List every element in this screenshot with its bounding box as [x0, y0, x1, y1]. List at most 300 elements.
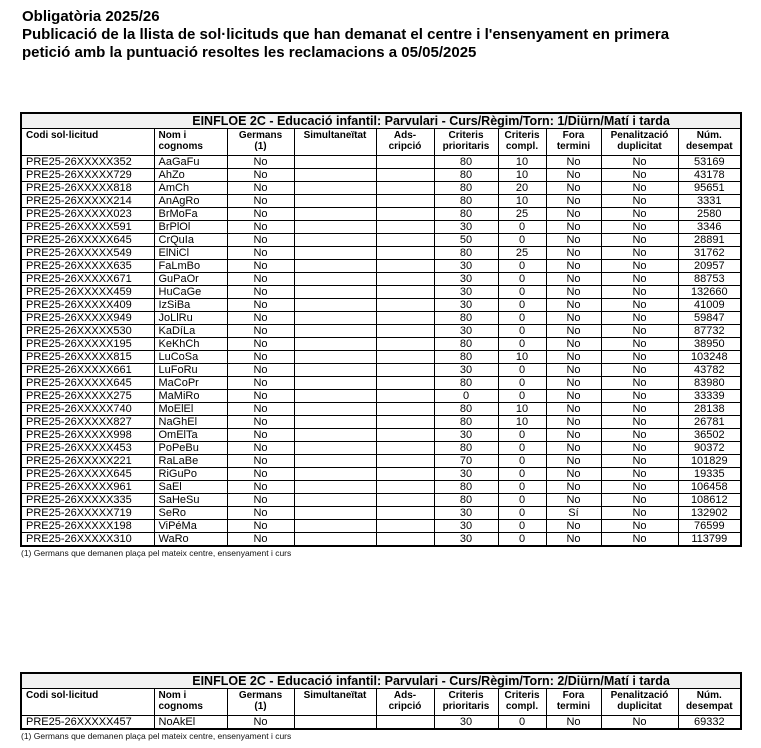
cell-criteris-compl: 0: [498, 494, 546, 507]
cell-criteris-prioritaris: 30: [434, 364, 498, 377]
cell-germans: No: [227, 182, 294, 195]
table-row: [21, 156, 741, 169]
cell-codi: PRE25-26XXXXX275: [21, 390, 154, 403]
table-row: [21, 182, 741, 195]
cell-desempat: 28138: [678, 403, 741, 416]
cell-simultaneitat: [294, 533, 376, 547]
cell-penalitzacio: No: [601, 716, 678, 730]
table-row: [21, 716, 741, 730]
cell-criteris-prioritaris: 30: [434, 325, 498, 338]
cell-codi: PRE25-26XXXXX352: [21, 156, 154, 169]
cell-desempat: 103248: [678, 351, 741, 364]
cell-desempat: 108612: [678, 494, 741, 507]
cell-nom: GuPaOr: [154, 273, 227, 286]
cell-germans: No: [227, 481, 294, 494]
cell-criteris-compl: 0: [498, 377, 546, 390]
cell-criteris-compl: 0: [498, 234, 546, 247]
table-row: [21, 338, 741, 351]
cell-adscripcio: [376, 234, 434, 247]
cell-codi: PRE25-26XXXXX645: [21, 468, 154, 481]
cell-nom: ViPéMa: [154, 520, 227, 533]
col-header-desempat: Núm. desempat: [678, 689, 741, 716]
col-header-nom: Nom i cognoms: [154, 129, 227, 156]
cell-desempat: 31762: [678, 247, 741, 260]
table-row: [21, 169, 741, 182]
cell-penalitzacio: No: [601, 468, 678, 481]
cell-criteris-compl: 10: [498, 416, 546, 429]
cell-penalitzacio: No: [601, 364, 678, 377]
cell-criteris-prioritaris: 80: [434, 403, 498, 416]
cell-penalitzacio: No: [601, 156, 678, 169]
cell-simultaneitat: [294, 299, 376, 312]
table-row: [21, 312, 741, 325]
cell-germans: No: [227, 390, 294, 403]
cell-criteris-prioritaris: 30: [434, 273, 498, 286]
table-row: [21, 455, 741, 468]
cell-criteris-compl: 0: [498, 338, 546, 351]
cell-germans: No: [227, 299, 294, 312]
cell-penalitzacio: No: [601, 273, 678, 286]
cell-germans: No: [227, 351, 294, 364]
cell-germans: No: [227, 533, 294, 547]
cell-fora-termini: No: [546, 312, 601, 325]
table-row: [21, 260, 741, 273]
cell-adscripcio: [376, 351, 434, 364]
cell-germans: No: [227, 429, 294, 442]
col-header-fora-termini: Fora termini: [546, 689, 601, 716]
cell-germans: No: [227, 494, 294, 507]
cell-desempat: 95651: [678, 182, 741, 195]
cell-simultaneitat: [294, 364, 376, 377]
cell-criteris-prioritaris: 80: [434, 182, 498, 195]
cell-criteris-prioritaris: 30: [434, 286, 498, 299]
cell-penalitzacio: No: [601, 195, 678, 208]
cell-germans: No: [227, 156, 294, 169]
table-row: [21, 208, 741, 221]
col-header-desempat: Núm. desempat: [678, 129, 741, 156]
cell-codi: PRE25-26XXXXX671: [21, 273, 154, 286]
cell-penalitzacio: No: [601, 429, 678, 442]
cell-germans: No: [227, 260, 294, 273]
cell-adscripcio: [376, 273, 434, 286]
cell-adscripcio: [376, 195, 434, 208]
cell-criteris-compl: 0: [498, 481, 546, 494]
cell-germans: No: [227, 416, 294, 429]
cell-desempat: 106458: [678, 481, 741, 494]
cell-adscripcio: [376, 182, 434, 195]
cell-desempat: 88753: [678, 273, 741, 286]
cell-nom: KeKhCh: [154, 338, 227, 351]
cell-criteris-compl: 10: [498, 195, 546, 208]
cell-criteris-compl: 25: [498, 247, 546, 260]
cell-simultaneitat: [294, 286, 376, 299]
cell-criteris-compl: 10: [498, 351, 546, 364]
cell-criteris-compl: 0: [498, 716, 546, 730]
cell-penalitzacio: No: [601, 455, 678, 468]
cell-desempat: 132660: [678, 286, 741, 299]
cell-codi: PRE25-26XXXXX023: [21, 208, 154, 221]
cell-simultaneitat: [294, 247, 376, 260]
cell-codi: PRE25-26XXXXX645: [21, 377, 154, 390]
cell-fora-termini: No: [546, 273, 601, 286]
cell-germans: No: [227, 273, 294, 286]
cell-codi: PRE25-26XXXXX214: [21, 195, 154, 208]
cell-simultaneitat: [294, 507, 376, 520]
cell-germans: No: [227, 455, 294, 468]
cell-desempat: 132902: [678, 507, 741, 520]
cell-nom: JoLlRu: [154, 312, 227, 325]
cell-desempat: 43782: [678, 364, 741, 377]
heading-year: Obligatòria 2025/26: [22, 8, 160, 25]
cell-criteris-compl: 10: [498, 403, 546, 416]
cell-adscripcio: [376, 364, 434, 377]
cell-adscripcio: [376, 429, 434, 442]
cell-nom: CrQuIa: [154, 234, 227, 247]
table-row: [21, 494, 741, 507]
cell-penalitzacio: No: [601, 208, 678, 221]
cell-desempat: 43178: [678, 169, 741, 182]
cell-fora-termini: No: [546, 455, 601, 468]
cell-codi: PRE25-26XXXXX740: [21, 403, 154, 416]
cell-fora-termini: No: [546, 299, 601, 312]
cell-nom: RaLaBe: [154, 455, 227, 468]
cell-criteris-prioritaris: 80: [434, 351, 498, 364]
cell-simultaneitat: [294, 273, 376, 286]
cell-simultaneitat: [294, 234, 376, 247]
cell-criteris-compl: 0: [498, 273, 546, 286]
cell-criteris-compl: 0: [498, 364, 546, 377]
cell-germans: No: [227, 221, 294, 234]
cell-germans: No: [227, 507, 294, 520]
cell-penalitzacio: No: [601, 442, 678, 455]
cell-adscripcio: [376, 494, 434, 507]
cell-codi: PRE25-26XXXXX998: [21, 429, 154, 442]
cell-nom: ElNiCl: [154, 247, 227, 260]
cell-simultaneitat: [294, 520, 376, 533]
col-header-simultaneitat: Simultaneïtat: [294, 689, 376, 716]
cell-fora-termini: No: [546, 208, 601, 221]
cell-desempat: 87732: [678, 325, 741, 338]
cell-criteris-prioritaris: 80: [434, 169, 498, 182]
table-row: [21, 442, 741, 455]
cell-criteris-prioritaris: 80: [434, 156, 498, 169]
cell-simultaneitat: [294, 351, 376, 364]
cell-criteris-compl: 0: [498, 325, 546, 338]
cell-criteris-compl: 0: [498, 260, 546, 273]
cell-adscripcio: [376, 169, 434, 182]
cell-simultaneitat: [294, 338, 376, 351]
col-header-adscripcio: Ads- cripció: [376, 689, 434, 716]
cell-simultaneitat: [294, 260, 376, 273]
cell-criteris-prioritaris: 80: [434, 416, 498, 429]
cell-desempat: 69332: [678, 716, 741, 730]
cell-germans: No: [227, 520, 294, 533]
cell-penalitzacio: No: [601, 494, 678, 507]
cell-adscripcio: [376, 156, 434, 169]
cell-nom: FaLmBo: [154, 260, 227, 273]
cell-simultaneitat: [294, 325, 376, 338]
footnote: (1) Germans que demanen plaça pel mateix centre, ensenyament i curs: [21, 731, 292, 741]
cell-germans: No: [227, 716, 294, 730]
cell-germans: No: [227, 286, 294, 299]
cell-criteris-prioritaris: 0: [434, 390, 498, 403]
cell-fora-termini: No: [546, 533, 601, 547]
cell-penalitzacio: No: [601, 221, 678, 234]
cell-nom: LuCoSa: [154, 351, 227, 364]
col-header-penalitzacio: Penalització duplicitat: [601, 129, 678, 156]
cell-simultaneitat: [294, 195, 376, 208]
table-row: [21, 507, 741, 520]
cell-fora-termini: No: [546, 325, 601, 338]
cell-nom: SaEl: [154, 481, 227, 494]
cell-adscripcio: [376, 416, 434, 429]
cell-codi: PRE25-26XXXXX949: [21, 312, 154, 325]
cell-adscripcio: [376, 325, 434, 338]
cell-fora-termini: No: [546, 247, 601, 260]
cell-penalitzacio: No: [601, 481, 678, 494]
cell-adscripcio: [376, 247, 434, 260]
cell-desempat: 113799: [678, 533, 741, 547]
table-row: [21, 325, 741, 338]
cell-simultaneitat: [294, 429, 376, 442]
cell-simultaneitat: [294, 442, 376, 455]
cell-codi: PRE25-26XXXXX457: [21, 716, 154, 730]
cell-penalitzacio: No: [601, 533, 678, 547]
table-row: [21, 403, 741, 416]
table-course-2: [20, 672, 740, 741]
table-row: [21, 221, 741, 234]
cell-nom: AaGaFu: [154, 156, 227, 169]
cell-codi: PRE25-26XXXXX453: [21, 442, 154, 455]
cell-criteris-compl: 0: [498, 221, 546, 234]
cell-desempat: 59847: [678, 312, 741, 325]
cell-fora-termini: No: [546, 429, 601, 442]
cell-criteris-prioritaris: 80: [434, 195, 498, 208]
col-header-fora-termini: Fora termini: [546, 129, 601, 156]
cell-nom: NoAkEl: [154, 716, 227, 730]
table-row: [21, 247, 741, 260]
results-table: [20, 672, 742, 730]
cell-germans: No: [227, 208, 294, 221]
cell-codi: PRE25-26XXXXX549: [21, 247, 154, 260]
cell-simultaneitat: [294, 455, 376, 468]
cell-simultaneitat: [294, 416, 376, 429]
cell-nom: HuCaGe: [154, 286, 227, 299]
footnote: (1) Germans que demanen plaça pel mateix centre, ensenyament i curs: [21, 548, 292, 558]
col-header-criteris-compl: Criteris compl.: [498, 689, 546, 716]
cell-simultaneitat: [294, 377, 376, 390]
cell-fora-termini: No: [546, 169, 601, 182]
table-row: [21, 520, 741, 533]
cell-criteris-prioritaris: 80: [434, 377, 498, 390]
cell-penalitzacio: No: [601, 312, 678, 325]
cell-criteris-prioritaris: 30: [434, 260, 498, 273]
cell-desempat: 19335: [678, 468, 741, 481]
cell-germans: No: [227, 377, 294, 390]
table-row: [21, 195, 741, 208]
cell-simultaneitat: [294, 468, 376, 481]
cell-desempat: 53169: [678, 156, 741, 169]
col-header-criteris-compl: Criteris compl.: [498, 129, 546, 156]
cell-criteris-compl: 0: [498, 533, 546, 547]
table-row: [21, 390, 741, 403]
heading-description-line1: Publicació de la llista de sol·licituds que han demanat el centre i l'ensenyament en primera: [22, 26, 670, 43]
cell-desempat: 20957: [678, 260, 741, 273]
cell-adscripcio: [376, 286, 434, 299]
cell-codi: PRE25-26XXXXX459: [21, 286, 154, 299]
cell-adscripcio: [376, 260, 434, 273]
cell-adscripcio: [376, 716, 434, 730]
cell-simultaneitat: [294, 169, 376, 182]
cell-criteris-compl: 0: [498, 468, 546, 481]
col-header-criteris-prioritaris: Criteris prioritaris: [434, 689, 498, 716]
cell-criteris-prioritaris: 30: [434, 716, 498, 730]
cell-simultaneitat: [294, 716, 376, 730]
table-row: [21, 351, 741, 364]
cell-criteris-compl: 0: [498, 390, 546, 403]
cell-nom: BrPlOl: [154, 221, 227, 234]
cell-fora-termini: No: [546, 377, 601, 390]
cell-desempat: 38950: [678, 338, 741, 351]
col-header-nom: Nom i cognoms: [154, 689, 227, 716]
cell-criteris-compl: 25: [498, 208, 546, 221]
cell-simultaneitat: [294, 403, 376, 416]
cell-criteris-compl: 0: [498, 286, 546, 299]
cell-penalitzacio: No: [601, 403, 678, 416]
table-row: [21, 364, 741, 377]
cell-germans: No: [227, 247, 294, 260]
table-row: [21, 416, 741, 429]
cell-criteris-compl: 0: [498, 507, 546, 520]
cell-codi: PRE25-26XXXXX310: [21, 533, 154, 547]
table-row: [21, 468, 741, 481]
cell-criteris-compl: 0: [498, 442, 546, 455]
cell-criteris-compl: 0: [498, 455, 546, 468]
col-header-germans: Germans (1): [227, 129, 294, 156]
cell-simultaneitat: [294, 390, 376, 403]
cell-nom: MaMiRo: [154, 390, 227, 403]
cell-adscripcio: [376, 208, 434, 221]
cell-germans: No: [227, 338, 294, 351]
header-row: [21, 129, 741, 156]
cell-criteris-compl: 0: [498, 429, 546, 442]
cell-germans: No: [227, 364, 294, 377]
cell-simultaneitat: [294, 494, 376, 507]
cell-nom: KaDíLa: [154, 325, 227, 338]
cell-adscripcio: [376, 221, 434, 234]
cell-fora-termini: No: [546, 260, 601, 273]
cell-germans: No: [227, 234, 294, 247]
cell-codi: PRE25-26XXXXX409: [21, 299, 154, 312]
cell-nom: WaRo: [154, 533, 227, 547]
cell-adscripcio: [376, 468, 434, 481]
cell-criteris-prioritaris: 80: [434, 208, 498, 221]
cell-fora-termini: No: [546, 520, 601, 533]
cell-penalitzacio: No: [601, 182, 678, 195]
cell-penalitzacio: No: [601, 520, 678, 533]
cell-simultaneitat: [294, 221, 376, 234]
cell-simultaneitat: [294, 182, 376, 195]
cell-nom: AnAgRo: [154, 195, 227, 208]
cell-nom: PoPeBu: [154, 442, 227, 455]
cell-fora-termini: No: [546, 195, 601, 208]
cell-fora-termini: No: [546, 182, 601, 195]
cell-germans: No: [227, 442, 294, 455]
cell-criteris-prioritaris: 80: [434, 442, 498, 455]
cell-nom: IzSiBa: [154, 299, 227, 312]
cell-criteris-compl: 10: [498, 156, 546, 169]
cell-fora-termini: No: [546, 221, 601, 234]
cell-codi: PRE25-26XXXXX195: [21, 338, 154, 351]
cell-codi: PRE25-26XXXXX221: [21, 455, 154, 468]
cell-penalitzacio: No: [601, 507, 678, 520]
cell-nom: MaCoPr: [154, 377, 227, 390]
cell-adscripcio: [376, 442, 434, 455]
cell-simultaneitat: [294, 208, 376, 221]
cell-criteris-prioritaris: 30: [434, 299, 498, 312]
cell-fora-termini: No: [546, 286, 601, 299]
col-header-germans: Germans (1): [227, 689, 294, 716]
cell-criteris-prioritaris: 80: [434, 494, 498, 507]
cell-desempat: 2580: [678, 208, 741, 221]
cell-penalitzacio: No: [601, 169, 678, 182]
cell-fora-termini: No: [546, 156, 601, 169]
cell-germans: No: [227, 325, 294, 338]
cell-fora-termini: No: [546, 481, 601, 494]
cell-adscripcio: [376, 312, 434, 325]
cell-criteris-prioritaris: 30: [434, 221, 498, 234]
cell-fora-termini: No: [546, 351, 601, 364]
cell-fora-termini: No: [546, 338, 601, 351]
cell-nom: AhZo: [154, 169, 227, 182]
cell-fora-termini: No: [546, 234, 601, 247]
cell-fora-termini: No: [546, 468, 601, 481]
cell-criteris-prioritaris: 80: [434, 247, 498, 260]
cell-criteris-prioritaris: 70: [434, 455, 498, 468]
cell-nom: SaHeSu: [154, 494, 227, 507]
table-course-1: [20, 112, 740, 558]
table-row: [21, 286, 741, 299]
cell-desempat: 41009: [678, 299, 741, 312]
cell-penalitzacio: No: [601, 247, 678, 260]
cell-codi: PRE25-26XXXXX818: [21, 182, 154, 195]
cell-criteris-compl: 0: [498, 312, 546, 325]
cell-germans: No: [227, 403, 294, 416]
cell-fora-termini: No: [546, 390, 601, 403]
cell-codi: PRE25-26XXXXX635: [21, 260, 154, 273]
cell-desempat: 33339: [678, 390, 741, 403]
cell-fora-termini: No: [546, 494, 601, 507]
cell-codi: PRE25-26XXXXX661: [21, 364, 154, 377]
col-header-adscripcio: Ads- cripció: [376, 129, 434, 156]
cell-criteris-compl: 20: [498, 182, 546, 195]
cell-codi: PRE25-26XXXXX827: [21, 416, 154, 429]
col-header-penalitzacio: Penalització duplicitat: [601, 689, 678, 716]
cell-adscripcio: [376, 533, 434, 547]
cell-codi: PRE25-26XXXXX645: [21, 234, 154, 247]
cell-codi: PRE25-26XXXXX961: [21, 481, 154, 494]
cell-criteris-prioritaris: 80: [434, 312, 498, 325]
cell-codi: PRE25-26XXXXX530: [21, 325, 154, 338]
cell-codi: PRE25-26XXXXX591: [21, 221, 154, 234]
cell-criteris-prioritaris: 30: [434, 533, 498, 547]
table-row: [21, 533, 741, 547]
cell-desempat: 26781: [678, 416, 741, 429]
cell-desempat: 36502: [678, 429, 741, 442]
cell-nom: NaGhEl: [154, 416, 227, 429]
cell-desempat: 3346: [678, 221, 741, 234]
table-title: EINFLOE 2C - Educació infantil: Parvulari - Curs/Règim/Torn: 2/Diürn/Matí i tarda: [21, 673, 741, 689]
